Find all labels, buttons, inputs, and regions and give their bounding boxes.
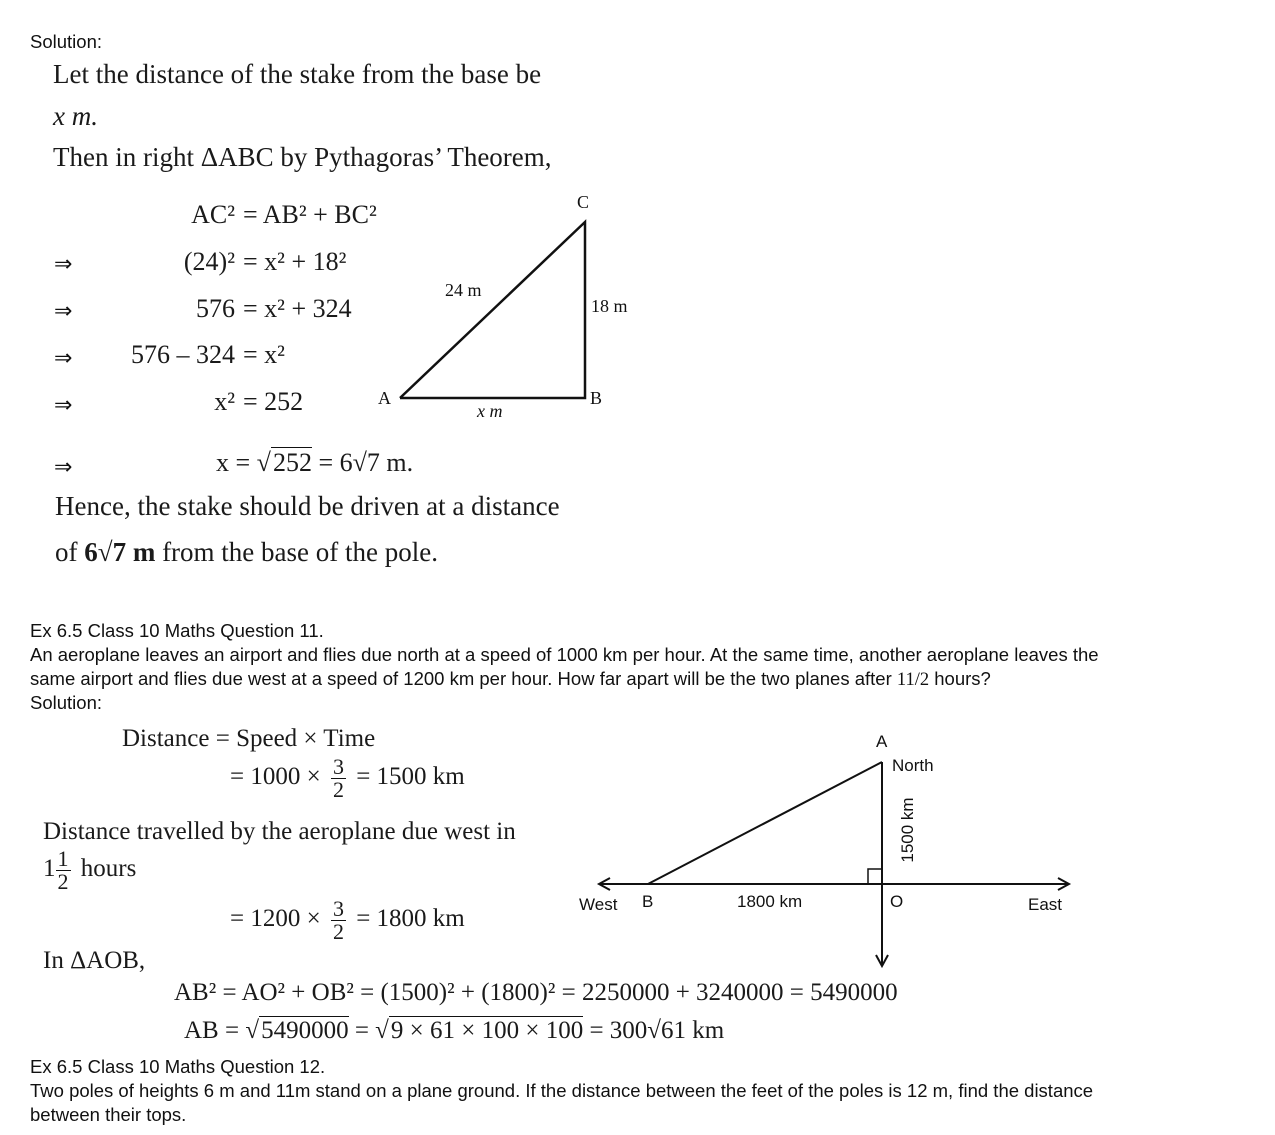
west-label: West (579, 895, 618, 914)
conclusion-line (55, 537, 438, 568)
eq-line (184, 1017, 724, 1045)
eq-right: = 252 (243, 387, 304, 416)
eq-left: x² (214, 387, 235, 416)
point-a-label: A (876, 732, 888, 751)
eq-post: = 6√7 m. (318, 448, 414, 477)
eq-right: = x² + 324 (243, 294, 352, 323)
radicand: 9 × 61 × 100 × 100 (390, 1017, 584, 1044)
hypotenuse-label: 24 m (445, 280, 482, 300)
text: = 300√61 km (583, 1017, 725, 1044)
question-title: Ex 6.5 Class 10 Maths Question 12. (30, 1056, 326, 1077)
eq-right: = x² + 18² (243, 247, 347, 276)
text: = 1000 × (230, 763, 321, 791)
hypotenuse-ab (648, 762, 882, 884)
numerator: 1 (57, 846, 69, 871)
implies-icon: ⇒ (54, 393, 73, 418)
numerator: 3 (332, 754, 344, 779)
text: same airport and flies due west at a speed of 1200 km per hour. How far apart will be the two planes after (30, 668, 897, 689)
question-text (30, 668, 991, 691)
radicand: 5490000 (261, 1017, 349, 1044)
question-text: between their tops. (30, 1104, 187, 1125)
fraction: 11/2 (896, 670, 930, 690)
numerator: 3 (332, 896, 344, 921)
eq-line: Distance travelled by the aeroplane due west in (43, 818, 516, 845)
ob-length-label: 1800 km (737, 892, 803, 911)
eq-left: (24)² (183, 247, 235, 276)
oa-length-label: 1500 km (898, 797, 917, 863)
text: AB = √ (184, 1017, 260, 1044)
text: = √ (348, 1017, 389, 1044)
eq-left: 576 – 324 (131, 340, 235, 369)
denominator: 2 (57, 869, 69, 894)
vertex-a-label: A (378, 388, 391, 408)
point-o-label: O (890, 892, 904, 911)
fraction (331, 898, 346, 943)
eq-line (230, 898, 465, 943)
eq-line: Distance = Speed × Time (122, 725, 376, 752)
text: = 1500 km (356, 763, 465, 791)
text-line: Let the distance of the stake from the base be (53, 59, 542, 89)
conclusion-line: Hence, the stake should be driven at a distance (55, 491, 560, 521)
text: from the base of the pole. (155, 537, 438, 567)
north-label: North (892, 756, 934, 775)
vertex-b-label: B (590, 388, 603, 408)
question-text: An aeroplane leaves an airport and flies due north at a speed of 1000 km per hour. At the same time, another aeroplane leaves the (30, 644, 1099, 665)
text: hours? (929, 668, 991, 689)
denominator: 2 (332, 919, 344, 944)
text: 1 (43, 855, 56, 883)
eq-line (43, 848, 136, 893)
eq-right: = AB² + BC² (243, 200, 377, 229)
solution-label: Solution: (30, 31, 102, 52)
question-text: Two poles of heights 6 m and 11m stand on a plane ground. If the distance between the feet of the poles is 12 m, find the distance (30, 1080, 1094, 1101)
implies-icon: ⇒ (54, 346, 73, 371)
eq-left: 576 (196, 294, 235, 323)
vertex-c-label: C (577, 192, 590, 212)
implies-icon: ⇒ (54, 455, 73, 480)
point-b-label: B (642, 892, 654, 911)
text: of (55, 537, 85, 567)
question-title: Ex 6.5 Class 10 Maths Question 11. (30, 620, 324, 641)
text: hours (80, 855, 137, 883)
text: = 1200 × (230, 905, 321, 933)
text-line: x m. (53, 101, 98, 131)
right-angle-mark (868, 869, 882, 884)
east-label: East (1028, 895, 1063, 914)
text-line: Then in right ΔABC by Pythagoras’ Theorem, (53, 142, 552, 172)
vertical-side-label: 18 m (591, 296, 628, 316)
eq-line: In ΔAOB, (43, 947, 146, 974)
fraction (331, 756, 346, 801)
eq-line: AB² = AO² + OB² = (1500)² + (1800)² = 2250000 + 3240000 = 5490000 (174, 979, 898, 1006)
implies-icon: ⇒ (54, 299, 73, 324)
base-side-label: x m (477, 401, 503, 421)
eq-right: = x² (243, 340, 285, 369)
eq-result (216, 448, 413, 478)
solution-label: Solution: (30, 692, 102, 713)
eq-line (230, 756, 465, 801)
radicand: 252 (272, 448, 312, 477)
answer: 6√7 m (84, 537, 156, 567)
text: = 1800 km (356, 905, 465, 933)
implies-icon: ⇒ (54, 252, 73, 277)
denominator: 2 (332, 777, 344, 802)
triangle-abc (400, 222, 585, 398)
eq-left: AC² (191, 200, 235, 229)
compass-triangle-diagram (590, 750, 1080, 975)
fraction (56, 848, 71, 893)
eq-pre: x = √ (216, 448, 271, 477)
